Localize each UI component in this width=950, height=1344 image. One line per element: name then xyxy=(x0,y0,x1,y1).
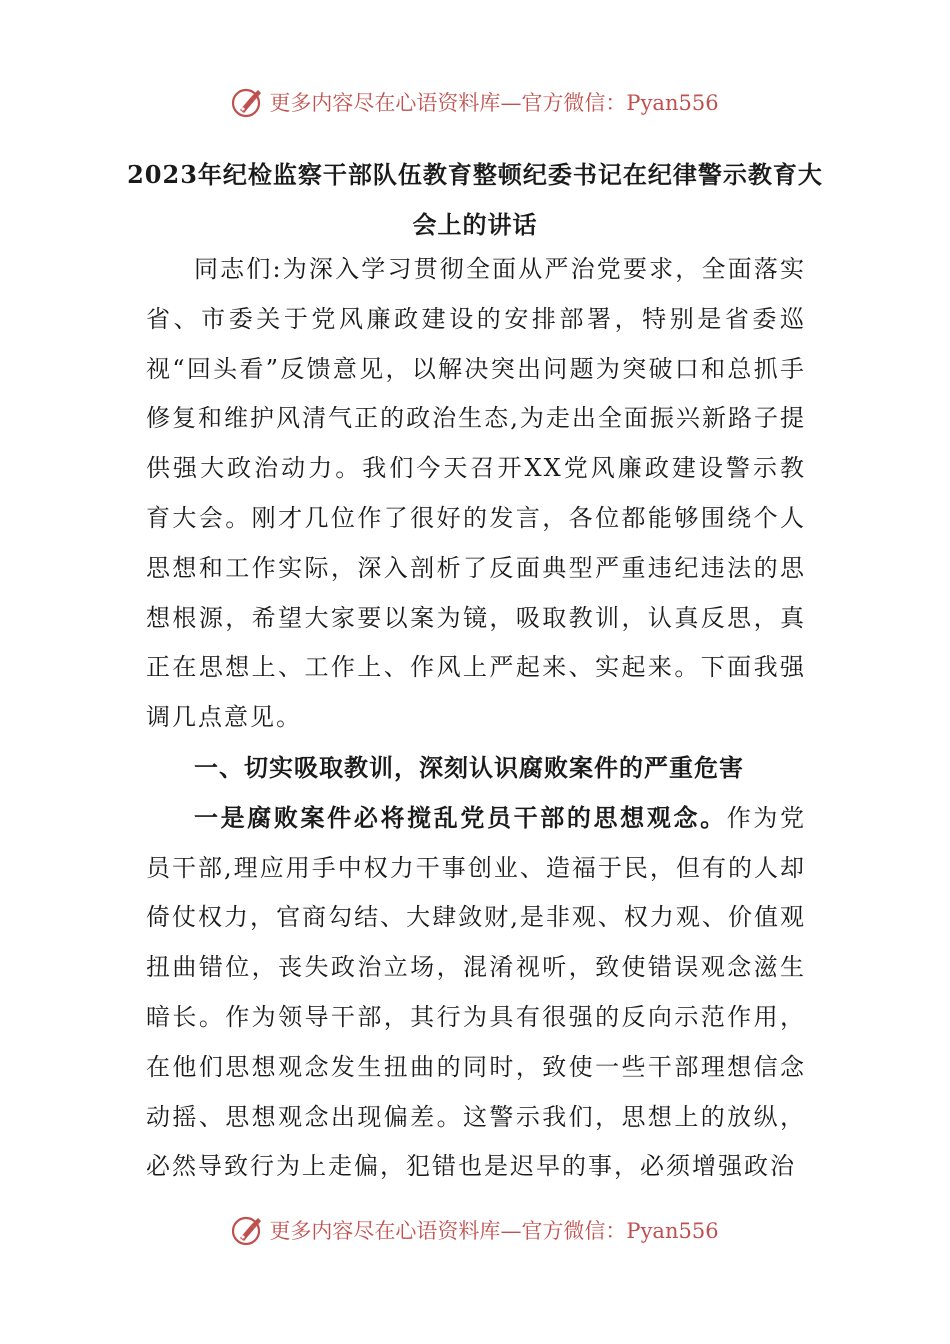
watermark-text-red: 更多内容尽在心语资料库 xyxy=(269,91,501,115)
header-watermark-banner xyxy=(0,82,950,122)
watermark-text xyxy=(269,87,718,117)
watermark-text-rest: —官方微信：Pyan556 xyxy=(500,1219,719,1243)
opening-paragraph: 同志们:为深入学习贯彻全面从严治党要求，全面落实省、市委关于党风廉政建设的安排部署，特别是省委巡视“回头看”反馈意见，以解决突出问题为突破口和总抓手修复和维护风清气正的政治生态,为走出全面振兴新路子提供强大政治动力。我们今天召开XX党风廉政建设警示教育大会。刚才几位作了很好的发言，各位都能够围绕个人思想和工作实际，深入剖析了反面典型严重违纪违法的思想根源，希望大家要以案为镜，吸取教训，认真反思，真正在思想上、工作上、作风上严起来、实起来。下面我强调几点意见。 xyxy=(146,255,806,732)
pen-nib-logo-icon xyxy=(231,1213,265,1247)
watermark-text xyxy=(269,1215,718,1245)
point-1-text: 作为党员干部,理应用手中权力干事创业、造福于民，但有的人却倚仗权力，官商勾结、大肆敛财,是非观、权力观、价值观扭曲错位，丧失政治立场，混淆视听，致使错误观念滋生暗长。作为领导干部，其行为具有很强的反向示范作用，在他们思想观念发生扭曲的同时，致使一些干部理想信念动摇、思想观念出现偏差。这警示我们，思想上的放纵，必然导致行为上走偏，犯错也是迟早的事，必须增强政治 xyxy=(146,803,807,1181)
section-heading-1: 一、切实吸取教训，深刻认识腐败案件的严重危害 xyxy=(194,752,744,782)
point-paragraph-1 xyxy=(146,793,806,1192)
pen-nib-logo-icon xyxy=(231,85,265,119)
watermark-text-rest: —官方微信：Pyan556 xyxy=(500,91,719,115)
watermark-text-red: 更多内容尽在心语资料库 xyxy=(269,1219,501,1243)
document-title: 2023年纪检监察干部队伍教育整顿纪委书记在纪律警示教育大会上的讲话 xyxy=(127,160,823,239)
document-body xyxy=(146,245,806,1192)
footer-watermark-banner xyxy=(0,1210,950,1250)
point-1-lead: 一是腐败案件必将搅乱党员干部的思想观念。 xyxy=(194,802,727,832)
